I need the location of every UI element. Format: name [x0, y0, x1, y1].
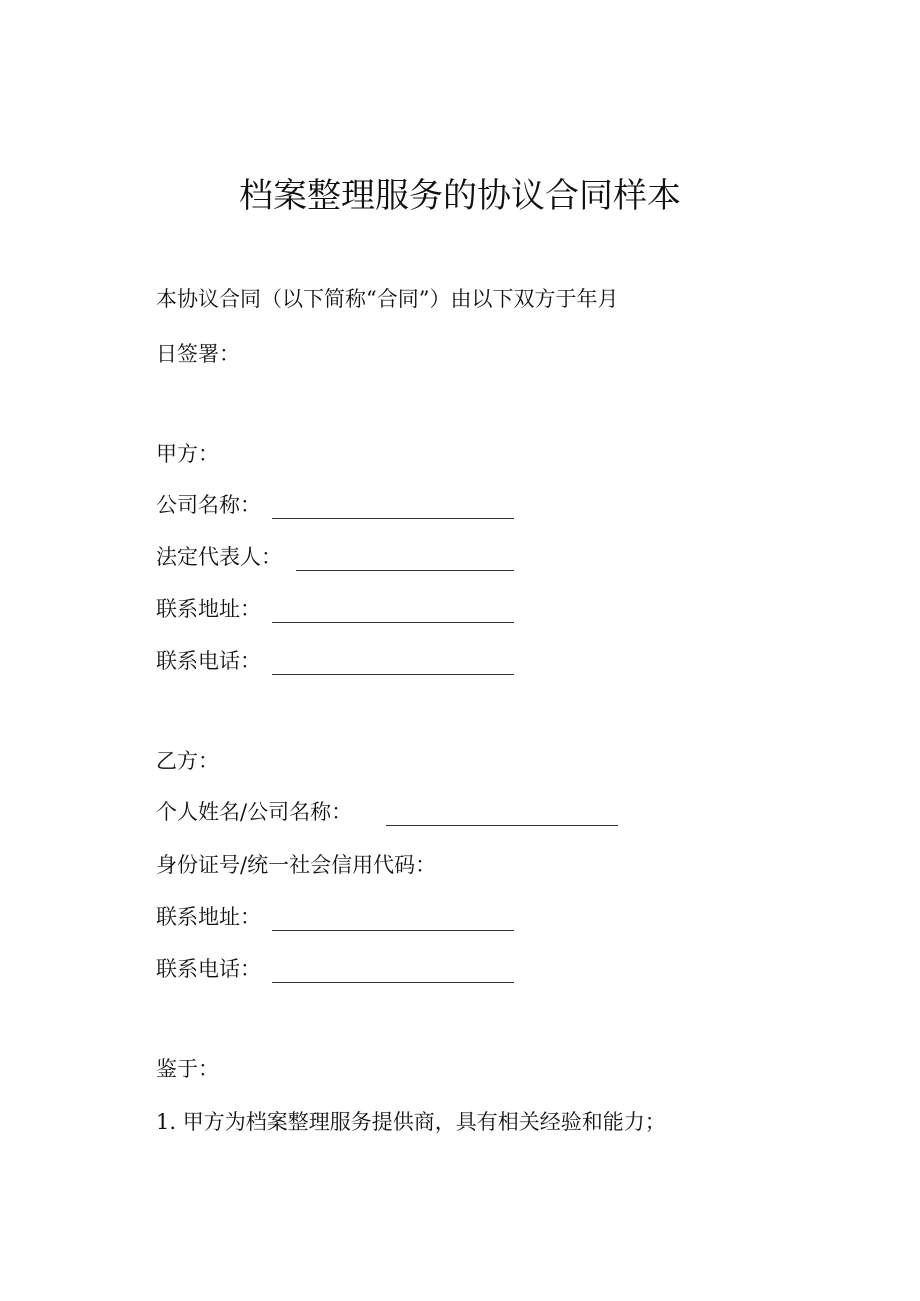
- party-a-heading: 甲方：: [156, 442, 219, 466]
- party-a-address-blank: [272, 622, 514, 623]
- party-b-name-label: 个人姓名/公司名称：: [156, 800, 353, 824]
- party-a-legal-rep-label: 法定代表人：: [156, 545, 282, 569]
- party-b-phone-field: [156, 955, 556, 985]
- party-b-phone-blank: [272, 982, 514, 983]
- party-a-legal-rep-blank: [296, 570, 514, 571]
- party-b-address-field: [156, 903, 556, 933]
- whereas-heading: 鉴于：: [156, 1057, 219, 1081]
- party-a-address-field: [156, 595, 556, 625]
- party-a-phone-label: 联系电话：: [156, 649, 261, 673]
- party-a-company-name-field: [156, 491, 556, 521]
- intro-line-2: 日签署：: [156, 342, 240, 366]
- party-b-address-label: 联系地址：: [156, 905, 261, 929]
- party-a-address-label: 联系地址：: [156, 597, 261, 621]
- party-a-phone-blank: [272, 674, 514, 675]
- party-a-company-name-label: 公司名称：: [156, 493, 261, 517]
- party-b-name-field: [156, 798, 656, 828]
- party-b-address-blank: [272, 930, 514, 931]
- intro-line-1: 本协议合同（以下简称“合同”）由以下双方于年月: [156, 287, 619, 311]
- party-a-legal-rep-field: [156, 543, 556, 573]
- party-b-phone-label: 联系电话：: [156, 957, 261, 981]
- party-a-phone-field: [156, 647, 556, 677]
- whereas-item-1: 1. 甲方为档案整理服务提供商，具有相关经验和能力；: [156, 1110, 666, 1134]
- party-b-heading: 乙方：: [156, 749, 219, 773]
- party-a-company-name-blank: [272, 518, 514, 519]
- document-title: 档案整理服务的协议合同样本: [239, 176, 681, 216]
- party-b-name-blank: [386, 825, 618, 826]
- party-b-id-label: 身份证号/统一社会信用代码：: [156, 853, 437, 877]
